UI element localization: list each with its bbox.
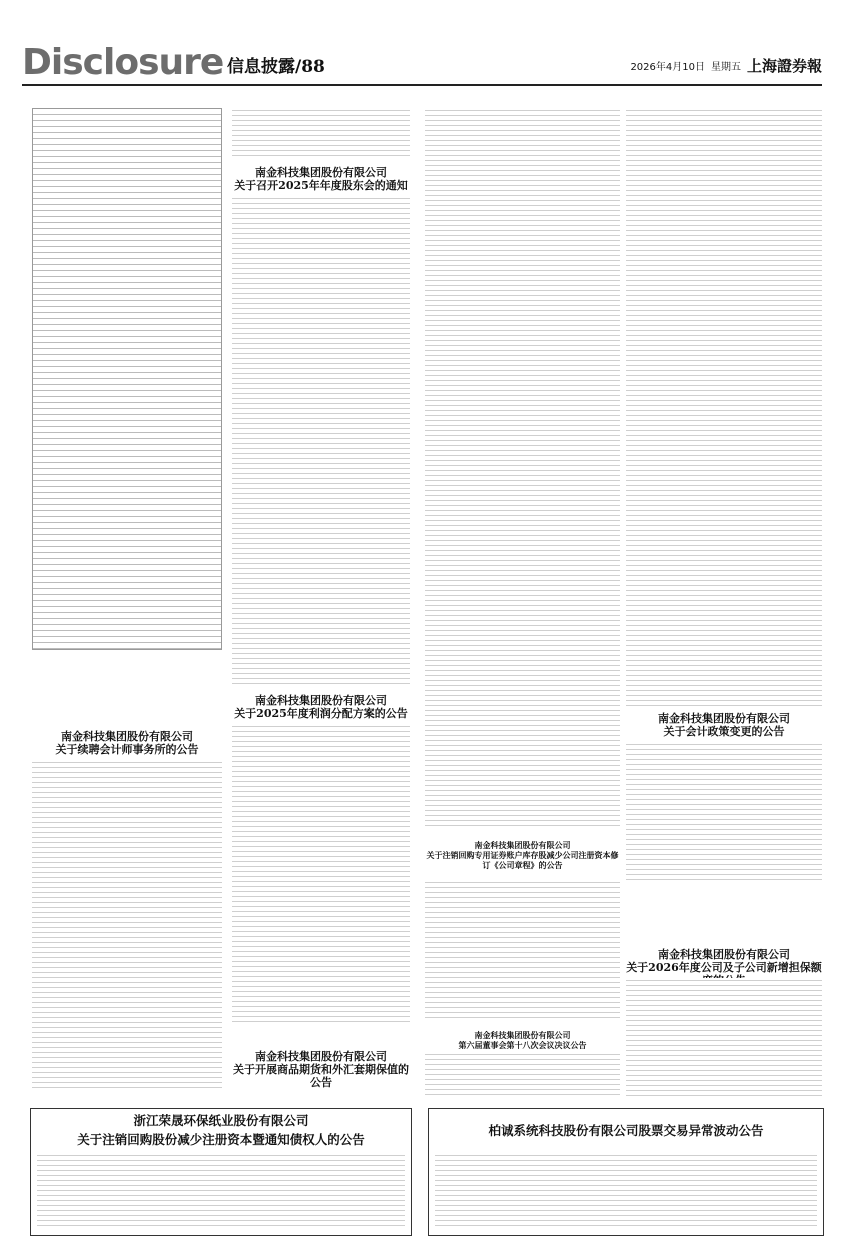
issue-weekday: 星期五 <box>710 62 741 73</box>
notice-company: 南金科技集团股份有限公司 <box>61 730 193 743</box>
bottom-left-company: 浙江荣晟环保纸业股份有限公司 <box>133 1113 309 1128</box>
notice-shareholders-meeting <box>232 166 410 192</box>
buyback-body <box>425 880 620 1020</box>
notice-company: 南金科技集团股份有限公司 <box>474 1030 571 1040</box>
notice-company: 南金科技集团股份有限公司 <box>658 712 790 725</box>
header-rule <box>22 84 822 86</box>
column-1 <box>32 108 222 668</box>
notice-title: 关于会计政策变更的公告 <box>663 725 785 738</box>
notice-title: 关于注销回购专用证券账户库存股减少公司注册资本修订《公司章程》的公告 <box>426 850 619 870</box>
notice-hedging <box>232 1050 410 1089</box>
bottom-left-body <box>37 1153 405 1229</box>
notice-company: 南金科技集团股份有限公司 <box>658 948 790 961</box>
newspaper-logo: 上海證券報 <box>746 57 822 75</box>
column-4 <box>626 108 822 708</box>
guarantee-body <box>626 978 822 1098</box>
notice-title: 关于开展商品期货和外汇套期保值的公告 <box>233 1063 409 1089</box>
notice-company: 南金科技集团股份有限公司 <box>255 1050 387 1063</box>
notice-company: 南金科技集团股份有限公司 <box>255 694 387 707</box>
notice-profit-distribution <box>232 694 410 720</box>
bottom-right-body <box>435 1153 817 1229</box>
notice-board-resolution <box>425 1030 620 1050</box>
bottom-right-title: 柏诚系统科技股份有限公司股票交易异常波动公告 <box>488 1123 764 1138</box>
notice-company: 南金科技集团股份有限公司 <box>474 840 571 850</box>
board-body <box>425 1052 620 1098</box>
notice-company: 南金科技集团股份有限公司 <box>255 166 387 179</box>
bottom-left-notice <box>30 1108 412 1236</box>
notice-buyback-cancel <box>425 840 620 870</box>
notice-auditor <box>32 730 222 756</box>
notice-accounting-policy <box>626 712 822 738</box>
section-title: 信息披露/88 <box>227 57 325 77</box>
column-3 <box>425 108 620 828</box>
bottom-left-title: 关于注销回购股份减少注册资本暨通知债权人的公告 <box>77 1132 365 1147</box>
auditor-body <box>32 760 222 1090</box>
profit-body <box>232 724 410 1024</box>
bottom-right-notice <box>428 1108 824 1236</box>
accounting-body <box>626 742 822 882</box>
header-meta <box>630 55 822 76</box>
notice-title: 第六届董事会第十八次会议决议公告 <box>458 1040 587 1050</box>
meeting-body <box>232 196 410 686</box>
page-header <box>22 40 822 83</box>
disclosure-brand: Disclosure <box>22 42 224 83</box>
notice-title: 关于召开2025年年度股东会的通知 <box>234 179 408 192</box>
notice-title: 关于2025年度利润分配方案的公告 <box>234 707 408 720</box>
shareholder-table <box>32 108 222 650</box>
column-2-top <box>232 108 410 158</box>
issue-date: 2026年4月10日 <box>630 62 705 73</box>
notice-title: 关于续聘会计师事务所的公告 <box>55 743 199 756</box>
notice-title: 关于2026年度公司及子公司新增担保额 <box>626 961 822 974</box>
